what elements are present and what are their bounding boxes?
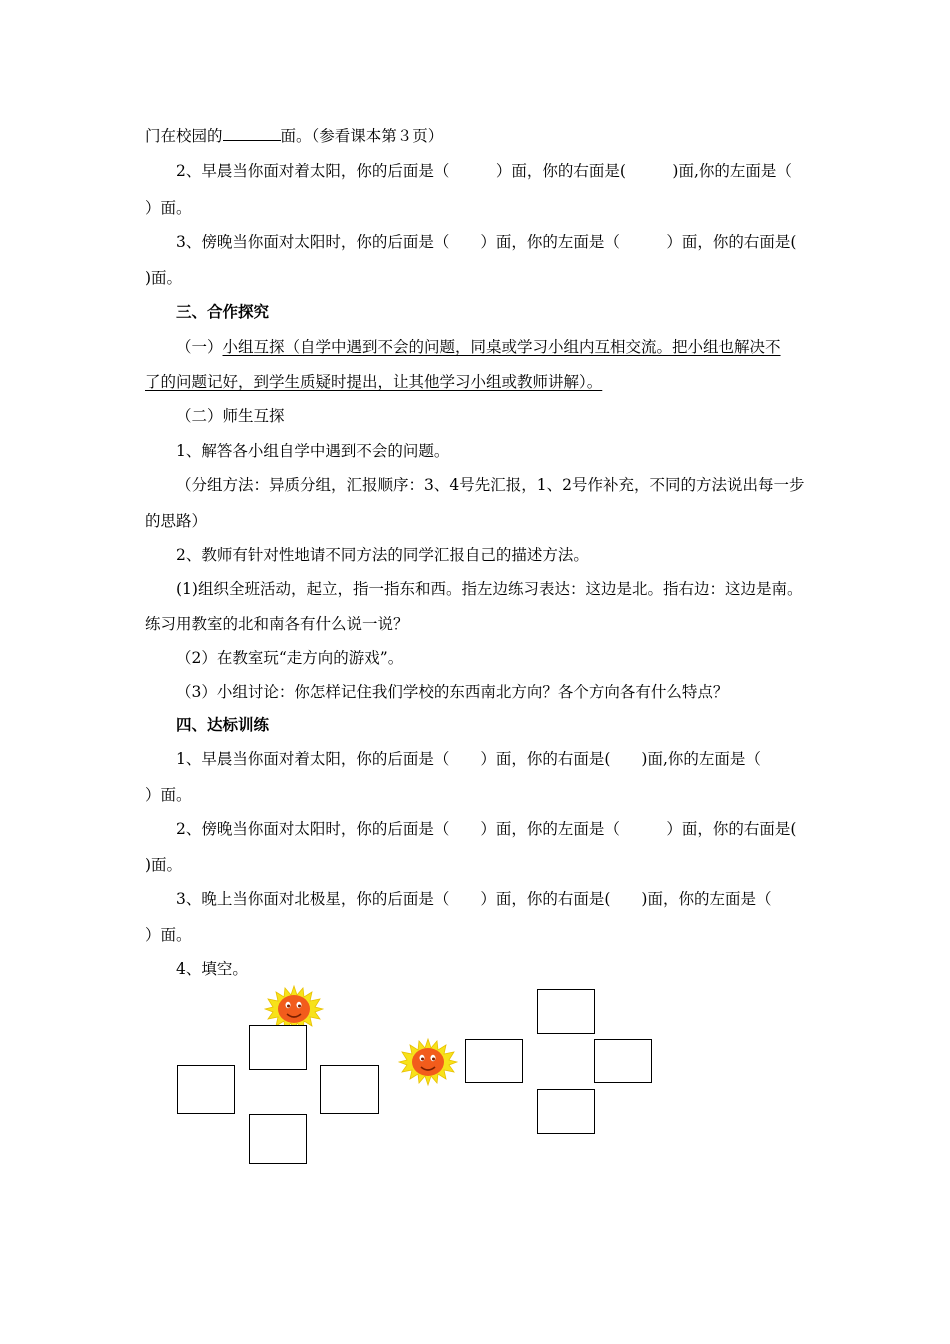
text-line-13: 2、教师有针对性地请不同方法的同学汇报自己的描述方法。	[176, 546, 589, 564]
text-line-7: （一）小组互探（自学中遇到不会的问题，同桌或学习小组内互相交流。把小组也解决不	[176, 338, 781, 356]
text-line-4: 3、傍晚当你面对太阳时，你的后面是（ ）面，你的左面是（ ）面，你的右面是(	[176, 233, 797, 251]
text-line-19: 1、早晨当你面对着太阳，你的后面是（ ）面，你的右面是( )面,你的左面是（	[176, 750, 761, 768]
text-line-17: （3）小组讨论：你怎样记住我们学校的东西南北方向？各个方向各有什么特点？	[176, 683, 729, 701]
text-line-12: 的思路）	[145, 512, 208, 530]
answer-box-left[interactable]	[465, 1039, 523, 1083]
answer-box-top[interactable]	[537, 989, 595, 1034]
text-line-15: 练习用教室的北和南各有什么说一说？	[145, 615, 409, 633]
text-line-23: 3、晚上当你面对北极星，你的后面是（ ）面，你的右面是( )面，你的左面是（	[176, 890, 772, 908]
answer-box-west[interactable]	[177, 1065, 235, 1114]
answer-box-bottom[interactable]	[537, 1089, 595, 1134]
section-heading-4: 四、达标训练	[176, 716, 270, 734]
text-line-10: 1、解答各小组自学中遇到不会的问题。	[176, 442, 450, 460]
text-line-3: ）面。	[145, 199, 192, 217]
text-line-9: （二）师生互探	[176, 407, 285, 425]
answer-box-south[interactable]	[249, 1114, 307, 1164]
answer-box-right[interactable]	[594, 1039, 652, 1083]
text-line-24: ）面。	[145, 926, 192, 944]
sun-icon	[398, 1037, 458, 1087]
text-line-21: 2、傍晚当你面对太阳时，你的后面是（ ）面，你的左面是（ ）面，你的右面是(	[176, 820, 797, 838]
text-line-5: )面。	[145, 269, 183, 287]
answer-box-north[interactable]	[249, 1025, 307, 1070]
answer-box-east[interactable]	[320, 1065, 379, 1114]
text-line-25: 4、填空。	[176, 960, 248, 978]
text-line-20: ）面。	[145, 786, 192, 804]
text-line-2: 2、早晨当你面对着太阳，你的后面是（ ）面，你的右面是( )面,你的左面是（	[176, 162, 792, 180]
section-heading-3: 三、合作探究	[176, 303, 270, 321]
text-line-22: )面。	[145, 856, 183, 874]
text-line-16: （2）在教室玩“走方向的游戏”。	[176, 649, 404, 667]
text-line-1: 门在校园的 面。（参看课本第３页）	[145, 127, 444, 145]
text-line-14: (1)组织全班活动，起立，指一指东和西。指左边练习表达：这边是北。指右边：这边是南。	[176, 580, 803, 598]
text-line-11: （分组方法：异质分组，汇报顺序：3、4号先汇报，1、2号作补充，不同的方法说出每一步	[176, 476, 805, 494]
fill-blank[interactable]	[223, 126, 281, 141]
text-line-8: 了的问题记好，到学生质疑时提出，让其他学习小组或教师讲解）。	[145, 373, 603, 391]
